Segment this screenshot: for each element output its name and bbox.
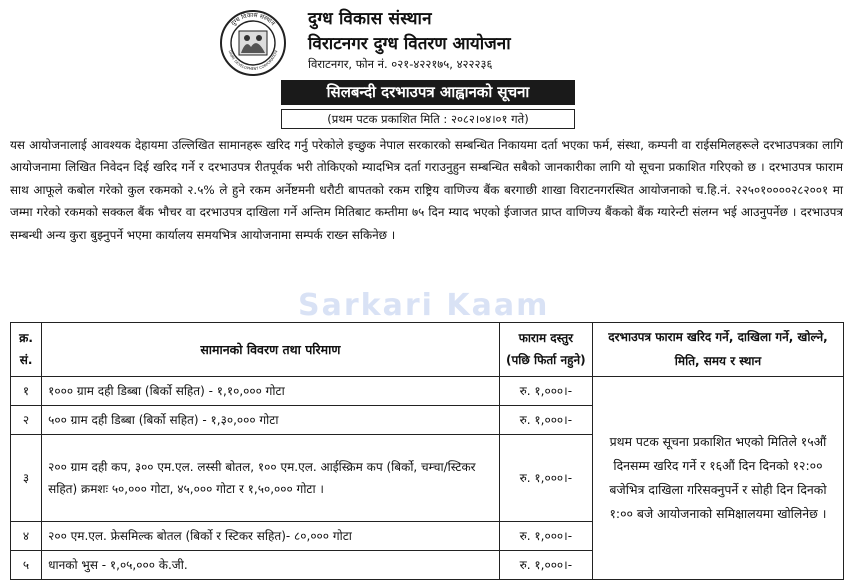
seal-text-bottom: DAIRY DEVELOPMENT CORPORATION: [227, 49, 279, 72]
row-description: २०० एम.एल. फ्रेसमिल्क बोतल (बिर्को र स्टिकर सहित)- ८०,००० गोटा: [42, 521, 500, 550]
row-fee: रु. १,०००।-: [499, 521, 592, 550]
org-name: दुग्ध विकास संस्थान: [308, 9, 432, 29]
watermark: Sarkari Kaam: [298, 288, 550, 323]
row-fee: रु. १,०००।-: [499, 376, 592, 405]
row-description: धानको भुस - १,०५,००० के.जी.: [42, 550, 500, 579]
row-fee: रु. १,०००।-: [499, 550, 592, 579]
items-table: [10, 322, 844, 580]
header-sn: क्र. सं.: [11, 323, 42, 377]
row-sn: ४: [11, 521, 42, 550]
row-description: २०० ग्राम दही कप, ३०० एम.एल. लस्सी बोतल, १०० एम.एल. आईस्क्रिम कप (बिर्को, चम्चा/स्टिकर सहित) क्रमशः ५०,००० गोटा, ४५,००० गोटा र १,५०,००० गोटा ।: [42, 434, 500, 521]
row-fee: रु. १,०००।-: [499, 434, 592, 521]
project-name: विराटनगर दुग्ध वितरण आयोजना: [308, 34, 511, 54]
seal-icon: [219, 9, 287, 77]
row-description: १००० ग्राम दही डिब्बा (बिर्को सहित) - १,१०,००० गोटा: [42, 376, 500, 405]
row-description: ५०० ग्राम दही डिब्बा (बिर्को सहित) - १,३०,००० गोटा: [42, 405, 500, 434]
row-sn: २: [11, 405, 42, 434]
seal-text-top: दुग्ध विकास संस्थान: [229, 11, 277, 28]
notice-title: सिलबन्दी दरभाउपत्र आह्वानको सूचना: [281, 80, 575, 105]
table-row: [11, 376, 844, 405]
table-header-row: [11, 323, 844, 377]
row-sn: ३: [11, 434, 42, 521]
row-sn: ५: [11, 550, 42, 579]
publish-date: (प्रथम पटक प्रकाशित मिति : २०८२।०४।०१ गते): [281, 109, 575, 129]
header-schedule: दरभाउपत्र फाराम खरिद गर्ने, दाखिला गर्ने, खोल्ने, मिति, समय र स्थान: [592, 323, 843, 377]
header-description: सामानको विवरण तथा परिमाण: [42, 323, 500, 377]
notice-body: यस आयोजनालाई आवश्यक देहायमा उल्लिखित सामानहरू खरिद गर्नु परेकोले इच्छुक नेपाल सरकारको सम्बन्धित निकायमा दर्ता भएका फर्म, संस्था, कम्पनी वा राईसमिलहरूले दरभाउपत्रका लागि आयोजनामा लिखित निवेदन दिई खरिद गर्ने र दरभाउपत्र रीतपूर्वक भरी तोकिएको म्यादभित्र दर्ता गराउनुहुन सम्बन्धित सबैको जानकारीका लागि यो सूचना प्रकाशित गरिएको छ । दरभाउपत्र फाराम साथ आफूले कबोल गरेको कुल रकमको २.५% ले हुने रकम अर्नेष्टमनी धरौटी बापतको रकम राष्ट्रिय वाणिज्य बैंक बरगाछी शाखा विराटनगरस्थित आयोजनाको च.हि.नं. २२५०१००००२८२००१ मा जम्मा गरेको रकमको सक्कल बैंक भौचर वा दरभाउपत्र दाखिला गर्ने अन्तिम मितिबाट कम्तीमा ७५ दिन म्याद भएको ईजाजत प्राप्त वाणिज्य बैंकको बैंक ग्यारेन्टी संलग्न भई आउनुपर्नेछ । दरभाउपत्र सम्बन्धी अन्य कुरा बुझ्नुपर्ने भएमा कार्यालय समयभित्र आयोजनामा सम्पर्क राख्न सकिनेछ ।: [10, 138, 843, 242]
svg-text:दुग्ध विकास संस्थान: [230, 12, 277, 28]
schedule-cell: प्रथम पटक सूचना प्रकाशित भएको मितिले १५औं दिनसम्म खरिद गर्ने र १६औं दिन दिनको १२:०० बजेभित्र दाखिला गरिसक्नुपर्ने र सोही दिन दिनको १:०० बजे आयोजनाको समिक्षालयमा खोलिनेछ ।: [592, 376, 843, 579]
header-fee: फाराम दस्तुर (पछि फिर्ता नहुने): [499, 323, 592, 377]
row-sn: १: [11, 376, 42, 405]
address-line: विराटनगर, फोन नं. ०२१-४२२१७५, ४२२२३६: [308, 57, 493, 71]
row-fee: रु. १,०००।-: [499, 405, 592, 434]
